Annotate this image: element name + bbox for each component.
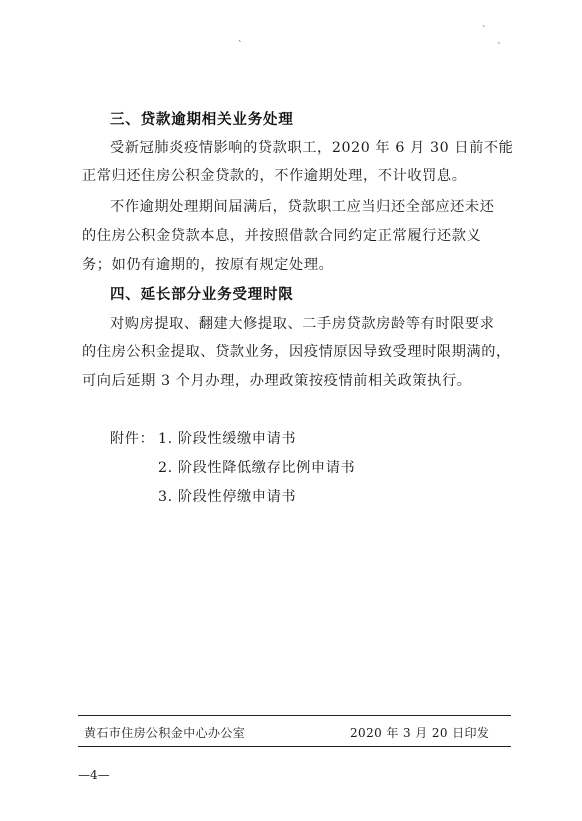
- attachment-item: 1. 阶段性缓缴申请书: [158, 431, 297, 447]
- scan-speck: ˋ: [482, 26, 487, 36]
- attachment-item: 3. 阶段性停缴申请书: [158, 489, 297, 505]
- footer-top-rule: [78, 715, 511, 716]
- page-number: —4—: [78, 768, 110, 782]
- scan-speck: ˋ: [238, 41, 243, 51]
- paragraph-line: 的住房公积金贷款本息，并按照借款合同约定正常履行还款义: [82, 228, 482, 244]
- paragraph-line: 对购房提取、翻建大修提取、二手房贷款房龄等有时限要求: [110, 316, 495, 332]
- scan-speck: ˋ: [497, 43, 502, 53]
- paragraph-line: 不作逾期处理期间届满后，贷款职工应当归还全部应还未还: [110, 199, 495, 215]
- footer-date: 2020 年 3 月 20 日印发: [350, 726, 490, 740]
- footer-issuer: 黄石市住房公积金中心办公室: [84, 726, 246, 740]
- section-heading-loan-overdue: 三、贷款逾期相关业务处理: [110, 112, 294, 128]
- section-heading-extend-deadline: 四、延长部分业务受理时限: [110, 287, 294, 303]
- paragraph-line: 的住房公积金提取、贷款业务，因疫情原因导致受理时限期满的，: [82, 344, 511, 360]
- paragraph-line: 可向后延期 3 个月办理，办理政策按疫情前相关政策执行。: [82, 373, 472, 389]
- paragraph-line: 务；如仍有逾期的，按原有规定处理。: [82, 257, 334, 273]
- footer-bottom-rule: [78, 746, 511, 747]
- paragraph-line: 正常归还住房公积金贷款的，不作逾期处理，不计收罚息。: [82, 168, 467, 184]
- attachment-item: 2. 阶段性降低缴存比例申请书: [158, 460, 356, 476]
- attachments-label: 附件：: [110, 431, 155, 447]
- paragraph-line: 受新冠肺炎疫情影响的贷款职工，2020 年 6 月 30 日前不能: [110, 140, 514, 156]
